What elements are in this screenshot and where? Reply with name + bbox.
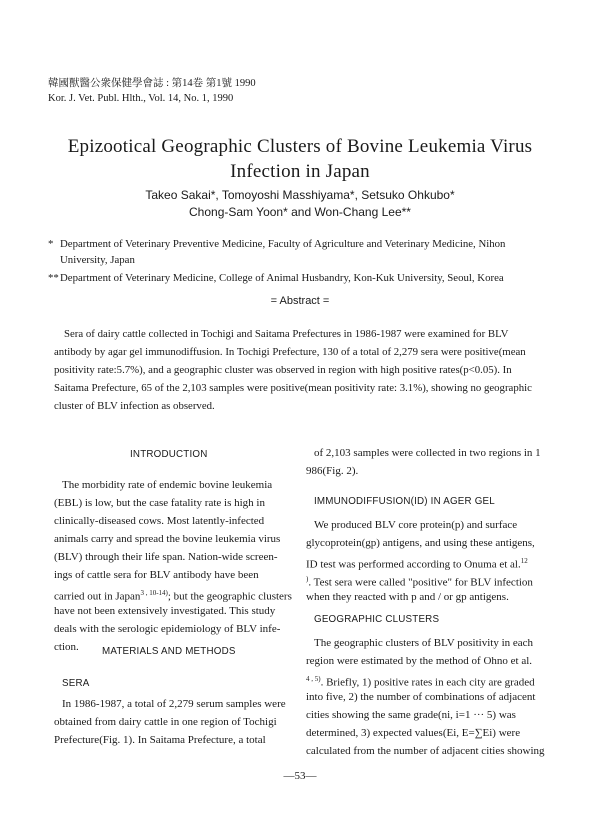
geo-line-3-text: . Briefly, 1) positive rates in each city are graded [320, 676, 535, 689]
sera-line: obtained from dairy cattle in one region of Tochigi [54, 716, 277, 728]
geo-line: into five, 2) the number of combinations of adjacent [306, 691, 536, 703]
intro-line: clinically-diseased cows. Most latently-infected [54, 515, 265, 527]
sera-heading: SERA [62, 678, 90, 689]
cont-line: of 2,103 samples were collected in two regions in 1 [314, 447, 541, 459]
immuno-line: when they reacted with p and / or gp antigens. [306, 591, 509, 603]
citation-superscript: ) [306, 575, 309, 583]
affiliation-1-cont: University, Japan [60, 254, 135, 266]
affiliation-text: Department of Veterinary Preventive Medicine, Faculty of Agriculture and Veterinary Medicine, Nihon [60, 238, 506, 250]
affiliation-1 [48, 236, 548, 252]
immuno-line-4-text: . Test sera were called "positive" for BLV infection [308, 576, 533, 589]
intro-citation-text: carried out in Japan [54, 590, 141, 603]
authors-line-2: Chong-Sam Yoon* and Won-Chang Lee** [189, 205, 411, 219]
intro-line: ction. [54, 641, 79, 653]
intro-line: (BLV) through their life span. Nation-wide screen- [54, 551, 278, 563]
geo-line: region were estimated by the method of Ohno et al. [306, 655, 533, 667]
introduction-heading: INTRODUCTION [130, 449, 208, 460]
abstract-line: antibody by agar gel immunodiffusion. In Tochigi Prefecture, 130 of a total of 2,279 sera were positive(mean [54, 346, 526, 358]
sera-line: In 1986-1987, a total of 2,279 serum samples were [62, 698, 286, 710]
intro-line: (EBL) is low, but the case fatality rate is high in [54, 497, 265, 509]
citation-superscript: 12 [520, 557, 528, 565]
immunodiffusion-heading: IMMUNODIFFUSION(ID) IN AGER GEL [314, 496, 495, 507]
immuno-citation-text: ID test was performed according to Onuma et al. [306, 558, 521, 571]
intro-citation-rest: ; but the geographic clusters [167, 590, 292, 603]
immuno-line: glycoprotein(gp) antigens, and using these antigens, [306, 537, 535, 549]
citation-superscript: 4 , 5) [306, 675, 321, 683]
affiliation-mark: ** [48, 272, 59, 284]
authors-line-1: Takeo Sakai*, Tomoyoshi Masshiyama*, Setsuko Ohkubo* [145, 188, 455, 202]
cont-line: 986(Fig. 2). [306, 465, 359, 477]
geo-line: The geographic clusters of BLV positivity in each [314, 637, 534, 649]
paper-title-line-1: Epizootical Geographic Clusters of Bovine Leukemia Virus [67, 136, 533, 157]
abstract-line: positivity rate:5.7%), and a geographic cluster was observed in region with high positive rates(p<0.05). In [54, 364, 512, 376]
page-number: —53— [283, 770, 317, 782]
immuno-line: We produced BLV core protein(p) and surface [314, 519, 518, 531]
affiliation-2 [48, 270, 548, 286]
affiliation-mark: * [48, 238, 54, 250]
geo-line: cities showing the same grade(ni, i=1 ··· 5) was [306, 709, 516, 721]
intro-line: have not been extensively investigated. This study [54, 605, 276, 617]
geographic-clusters-heading: GEOGRAPHIC CLUSTERS [314, 614, 440, 625]
abstract-line: cluster of BLV infection as observed. [54, 400, 215, 412]
intro-line: The morbidity rate of endemic bovine leukemia [62, 479, 273, 491]
sera-line: Prefecture(Fig. 1). In Saitama Prefecture, a total [54, 734, 266, 746]
abstract-line: Sera of dairy cattle collected in Tochigi and Saitama Prefectures in 1986-1987 were examined for BLV [64, 328, 509, 340]
geo-line: determined, 3) expected values(Ei, E=∑Ei) were [306, 727, 521, 739]
intro-line: deals with the serologic epidemiology of BLV infe- [54, 623, 281, 635]
intro-line: animals carry and spread the bovine leukemia virus [54, 533, 281, 545]
geo-line: calculated from the number of adjacent cities showing [306, 745, 545, 757]
intro-line: ings of cattle sera for BLV antibody have been [54, 569, 259, 581]
abstract-heading: = Abstract = [270, 295, 330, 307]
paper-title-line-2: Infection in Japan [230, 161, 370, 182]
journal-citation-line: Kor. J. Vet. Publ. Hlth., Vol. 14, No. 1, 1990 [48, 93, 234, 104]
affiliation-text: Department of Veterinary Medicine, College of Animal Husbandry, Kon-Kuk University, Seoul, Korea [60, 272, 504, 284]
abstract-line: Saitama Prefecture, 65 of the 2,103 samples were positive(mean positivity rate: 3.1%), showing no geographic [54, 382, 532, 394]
journal-korean-line: 韓國獸醫公衆保健學會誌 : 第14卷 第1號 1990 [48, 78, 256, 89]
citation-superscript: 3 , 10-14) [140, 589, 168, 597]
methods-heading: MATERIALS AND METHODS [102, 646, 236, 657]
